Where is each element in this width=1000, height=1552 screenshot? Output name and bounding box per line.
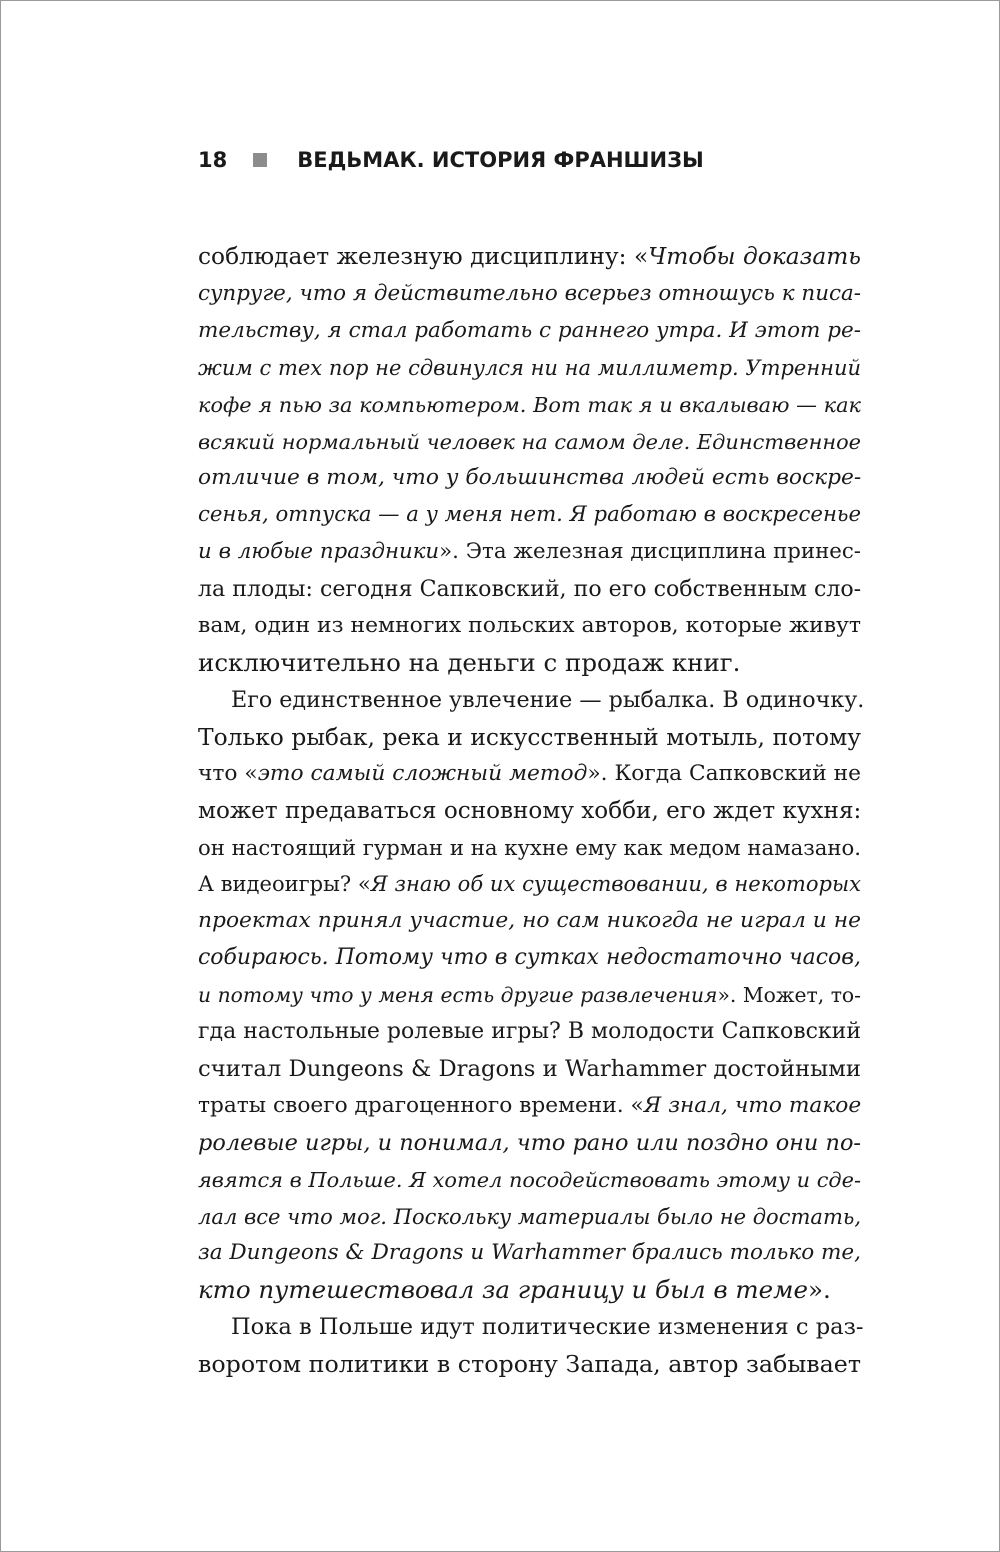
italic-quote-span: Я знаю об их существовании, в некоторых bbox=[370, 871, 861, 897]
italic-quote-span: и в любые праздники bbox=[198, 539, 440, 565]
text-line bbox=[198, 424, 861, 461]
text-line bbox=[198, 239, 861, 276]
italic-quote-span: тельству, я стал работать с раннего утра. И этот ре- bbox=[198, 317, 861, 343]
text-line bbox=[198, 866, 861, 903]
body-text bbox=[198, 239, 865, 1383]
text-line bbox=[198, 276, 861, 313]
text-line bbox=[198, 1199, 861, 1236]
text-line bbox=[198, 903, 861, 940]
text-line bbox=[198, 793, 861, 830]
text-line bbox=[198, 1309, 864, 1346]
italic-quote-span: проектах принял участие, но сам никогда не играл и не bbox=[198, 908, 861, 934]
text-line bbox=[198, 1088, 861, 1125]
italic-quote-span: Я знал, что такое bbox=[643, 1092, 862, 1118]
italic-quote-span: это самый сложный метод bbox=[257, 760, 588, 786]
text-span: может предаваться основному хобби, его ждет кухня: bbox=[198, 797, 862, 824]
text-line bbox=[198, 608, 861, 645]
text-line bbox=[198, 387, 861, 424]
italic-quote-span: явятся в Польше. Я хотел посодействовать этому и сде- bbox=[198, 1167, 861, 1192]
text-span: ». Когда Сапковский не bbox=[587, 760, 861, 786]
text-span: ». Эта железная дисциплина принес- bbox=[439, 539, 861, 565]
text-span: соблюдает железную дисциплину: « bbox=[198, 243, 649, 270]
text-span: считал Dungeons & Dragons и Warhammer достойными bbox=[198, 1055, 861, 1082]
text-line bbox=[198, 497, 861, 534]
text-span: исключительно на деньги с продаж книг. bbox=[198, 647, 741, 677]
italic-quote-span: отличие в том, что у большинства людей есть воскре- bbox=[198, 465, 862, 491]
text-span: ». bbox=[807, 1275, 831, 1305]
text-line bbox=[198, 1162, 861, 1199]
italic-quote-span: и потому что у меня есть другие развлечения bbox=[198, 983, 718, 1008]
text-line bbox=[198, 977, 861, 1014]
italic-quote-span: за Dungeons & Dragons и Warhammer брались только те, bbox=[198, 1240, 861, 1266]
text-span: что « bbox=[198, 760, 258, 786]
text-line bbox=[198, 313, 861, 350]
text-line bbox=[198, 350, 861, 387]
text-line bbox=[198, 682, 865, 719]
text-line bbox=[198, 756, 861, 793]
text-line bbox=[198, 534, 861, 571]
square-separator-icon bbox=[253, 153, 267, 167]
text-span: воротом политики в сторону Запада, автор забывает bbox=[198, 1350, 861, 1379]
text-span: А видеоигры? « bbox=[198, 871, 371, 897]
text-span: Пока в Польше идут политические изменения с раз- bbox=[231, 1314, 864, 1341]
text-span: ла плоды: сегодня Сапковский, по его собственным сло- bbox=[198, 576, 862, 603]
text-span: Только рыбак, река и искусственный мотыль, потому bbox=[198, 722, 861, 751]
italic-quote-span: Чтобы доказать bbox=[648, 243, 861, 270]
text-span: ». Может, то- bbox=[717, 983, 861, 1008]
text-line bbox=[198, 571, 861, 608]
text-line bbox=[198, 1014, 861, 1051]
text-line bbox=[198, 719, 861, 756]
text-line bbox=[198, 645, 861, 682]
running-head bbox=[198, 142, 704, 178]
page-number: 18 bbox=[198, 148, 228, 172]
text-line bbox=[198, 1125, 861, 1162]
italic-quote-span: ролевые игры, и понимал, что рано или поздно они по- bbox=[198, 1129, 861, 1156]
italic-quote-span: кофе я пью за компьютером. Вот так я и вкалываю — как bbox=[198, 392, 861, 417]
text-line bbox=[198, 1346, 861, 1383]
italic-quote-span: всякий нормальный человек на самом деле. Единственное bbox=[198, 429, 861, 454]
book-title: ВЕДЬМАК. ИСТОРИЯ ФРАНШИЗЫ bbox=[297, 148, 704, 172]
text-line bbox=[198, 940, 861, 977]
italic-quote-span: супруге, что я действительно всерьез отношусь к писа- bbox=[198, 280, 861, 306]
italic-quote-span: собираюсь. Потому что в сутках недостаточно часов, bbox=[198, 945, 861, 971]
text-span: он настоящий гурман и на кухне ему как медом намазано. bbox=[198, 834, 861, 860]
text-line bbox=[198, 1051, 861, 1088]
italic-quote-span: сенья, отпуска — а у меня нет. Я работаю в воскресенье bbox=[198, 502, 861, 528]
text-line bbox=[198, 460, 861, 497]
text-span: Его единственное увлечение — рыбалка. В одиночку. bbox=[231, 686, 865, 713]
text-span: гда настольные ролевые игры? В молодости Сапковский bbox=[198, 1019, 861, 1045]
text-span: траты своего драгоценного времени. « bbox=[198, 1092, 644, 1118]
text-span: вам, один из немногих польских авторов, которые живут bbox=[198, 613, 861, 639]
italic-quote-span: жим с тех пор не сдвинулся ни на миллиметр. Утренний bbox=[198, 355, 861, 380]
text-line bbox=[198, 1272, 861, 1309]
text-line bbox=[198, 1235, 861, 1272]
italic-quote-span: кто путешествовал за границу и был в теме bbox=[198, 1275, 808, 1305]
italic-quote-span: лал все что мог. Поскольку материалы было не достать, bbox=[198, 1203, 862, 1229]
text-line bbox=[198, 830, 861, 867]
